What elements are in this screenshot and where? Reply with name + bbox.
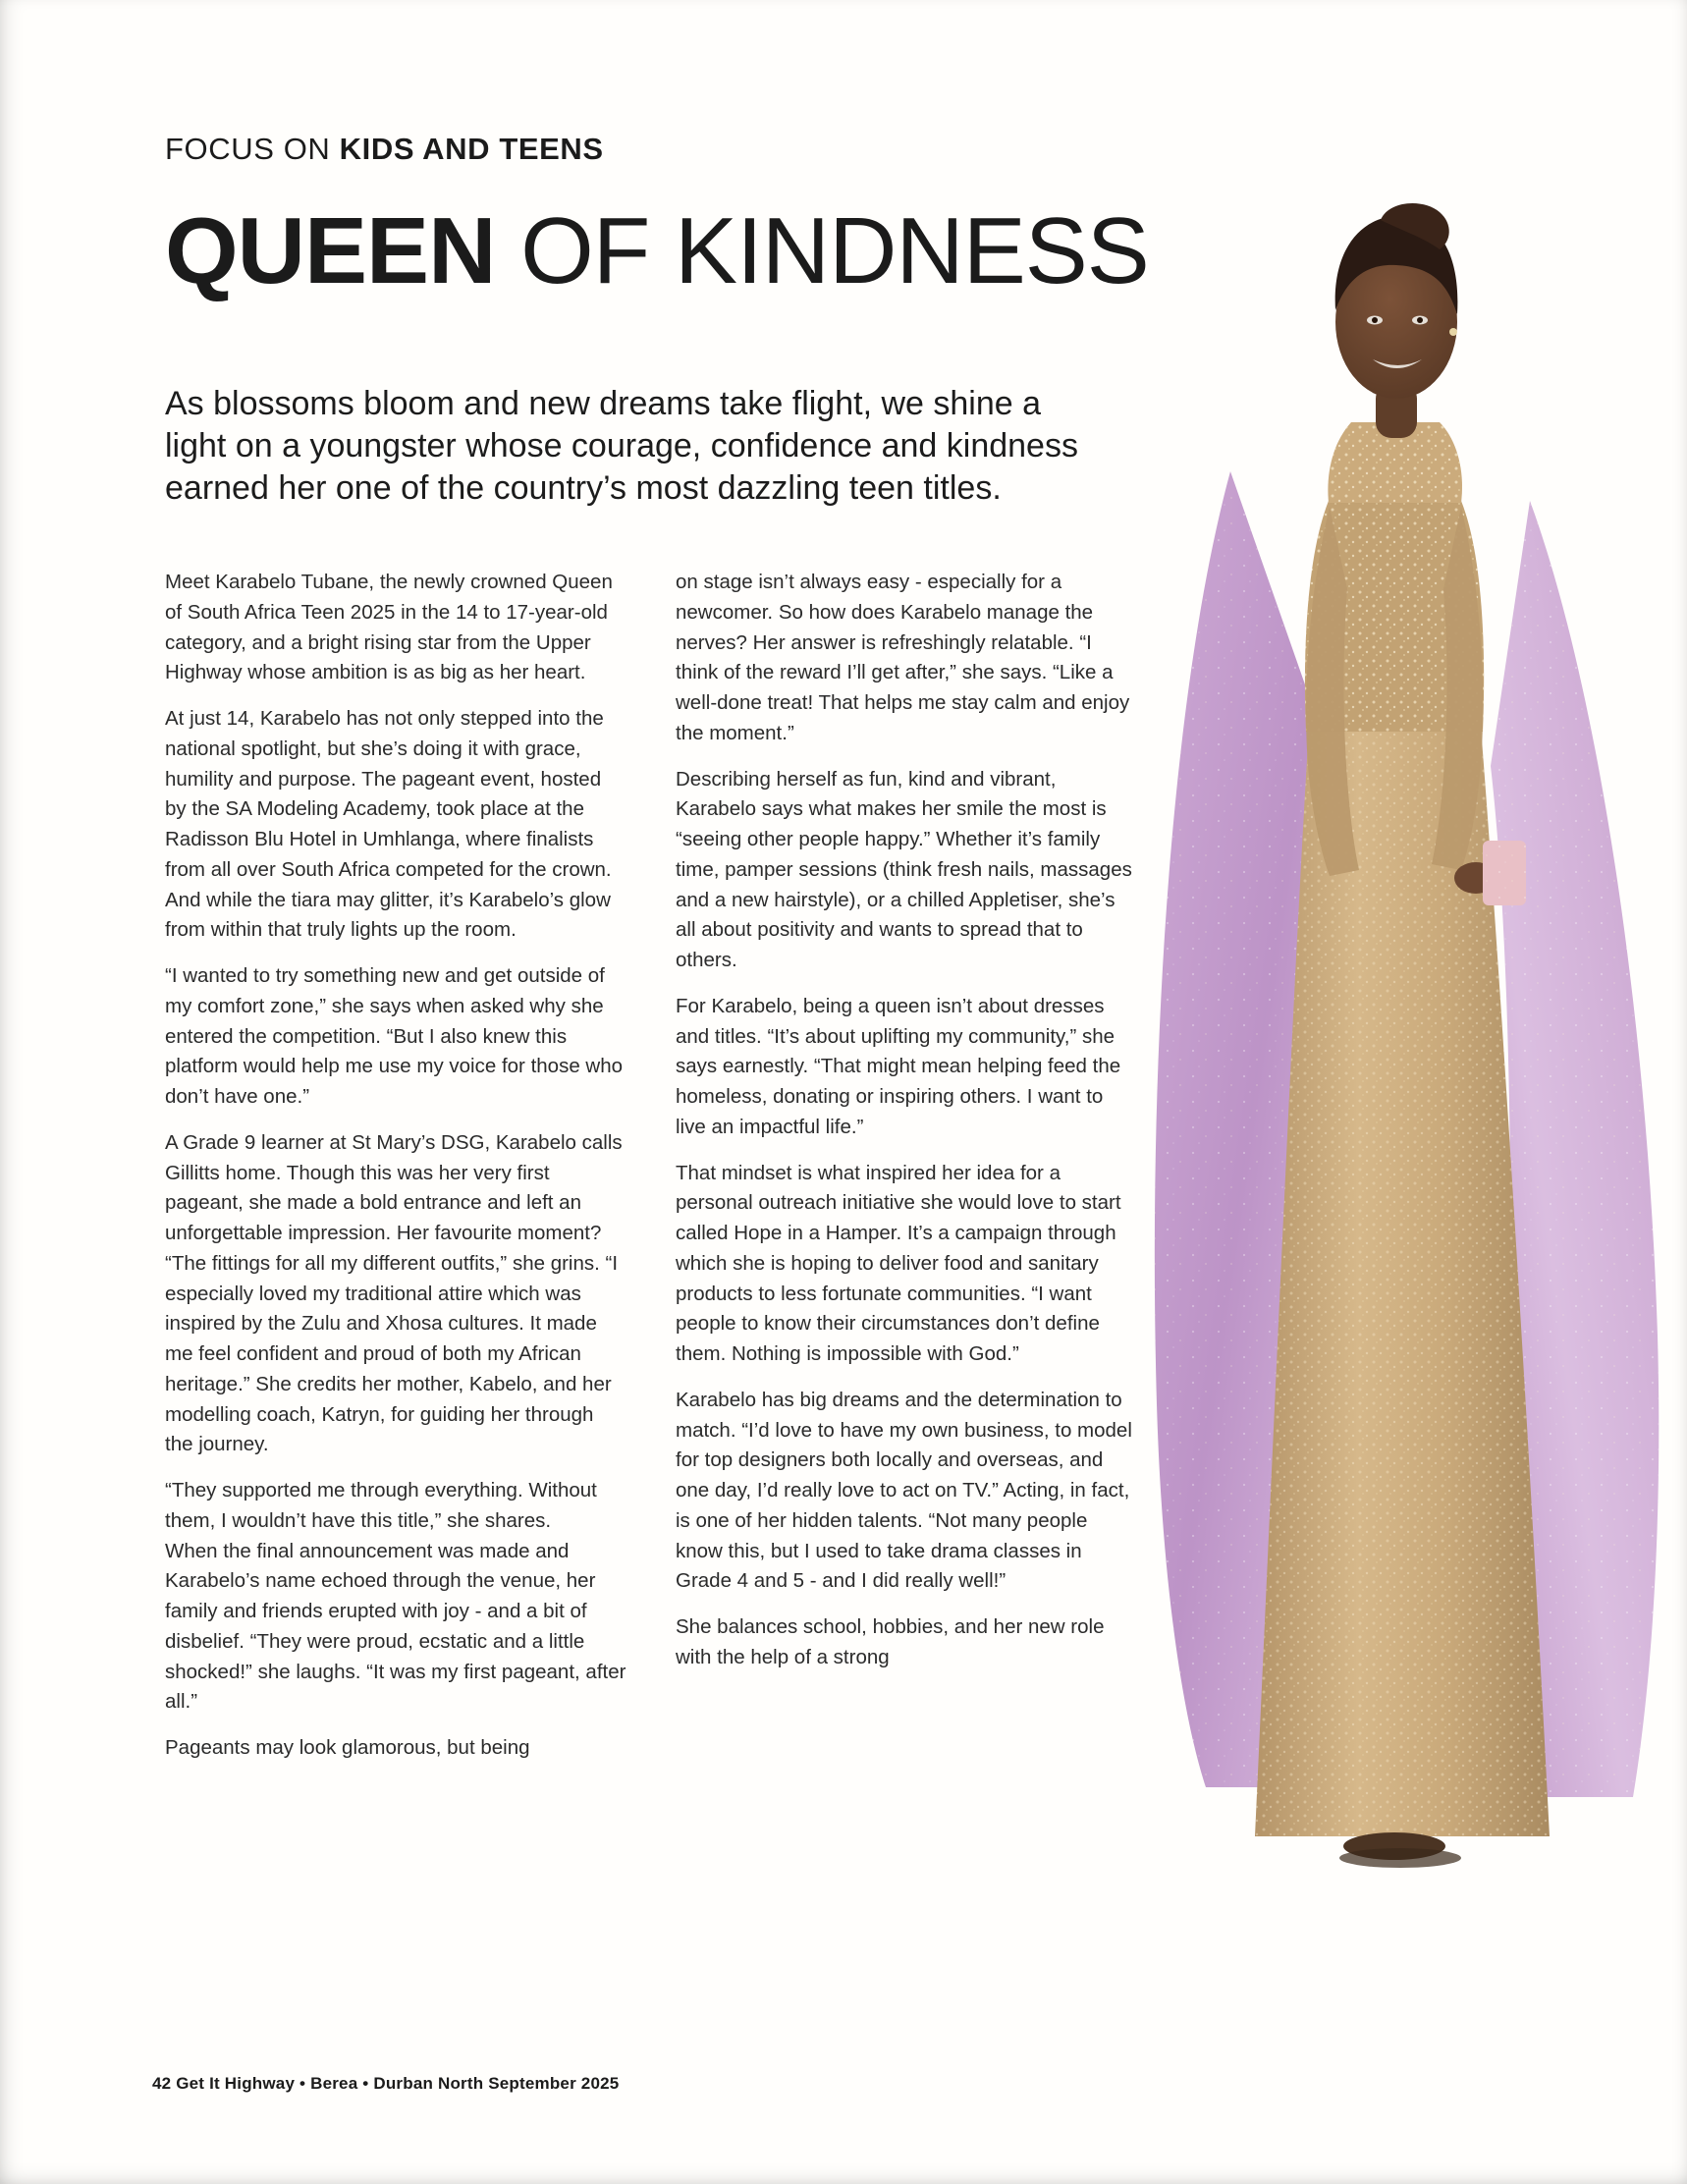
kicker-bold: KIDS AND TEENS xyxy=(339,132,604,166)
paragraph: That mindset is what inspired her idea for a personal outreach initiative she would love to start called Hope in a Hamper. It’s a campaign through which she is hoping to deliver food and sanitary products to less fortunate communities. “I want people to know their circumstances don’t define them. Nothing is impossible with God.” xyxy=(676,1161,1121,1365)
paragraph: When the final announcement was made and Karabelo’s name echoed through the venue, her family and friends erupted with joy - and a bit of disbelief. “They were proud, ecstatic and a little shocked!” she laughs. “It was my first pageant, after all.” xyxy=(165,1539,626,1714)
paragraph: “The fittings for all my different outfits,” she grins. “I especially loved my traditional attire which was inspired by the Zulu and Xhosa cultures. It made me feel confident and proud of both my African heritage.” She credits her mother, Kabelo, and her modelling coach, Katryn, for guiding her through the journey. xyxy=(165,1251,619,1456)
headline-rest: OF KINDNESS xyxy=(495,198,1149,303)
paragraph: She balances school, hobbies, and her new role with the help of a strong xyxy=(676,1615,1105,1668)
left-column xyxy=(165,568,626,1779)
paragraph: on stage isn’t always easy - especially for a newcomer. So how does Karabelo manage the nerves? Her answer is refreshingly relatable. “I think of the reward I’ll get after,” she says. “Like a well-done treat! That helps me stay calm and enjoy the moment.” xyxy=(676,571,1130,744)
paragraph: “They supported me through everything. Without them, I wouldn’t have this title,” she shares. xyxy=(165,1479,597,1532)
paragraph: Describing herself as fun, kind and vibrant, Karabelo says what makes her smile the most is “seeing other people happy.” Whether it’s family time, pamper sessions (think fresh nails, massages and a new hairstyle), or a chilled Appletiser, she’s all about positivity and wants to spread that to others. xyxy=(676,767,1132,971)
paragraph: A Grade 9 learner at St Mary’s DSG, Karabelo calls Gillitts home. Though this was her very first pageant, she made a bold entrance and left an unforgettable impression. Her favourite moment? xyxy=(165,1130,623,1244)
standfirst: As blossoms bloom and new dreams take flight, we shine a light on a youngster whose courage, confidence and kindness earned her one of the country’s most dazzling teen titles. xyxy=(165,385,1078,507)
paragraph: Meet Karabelo Tubane, the newly crowned Queen of South Africa Teen 2025 in the 14 to 17-year-old category, and a bright rising star from the Upper Highway whose ambition is as big as her heart. xyxy=(165,571,613,684)
paragraph: Pageants may look glamorous, but being xyxy=(165,1736,530,1759)
paragraph: “I wanted to try something new and get outside of my comfort zone,” she says when asked why she entered the competition. “But I also knew this platform would help me use my voice for those who don’t have one.” xyxy=(165,964,624,1108)
section-kicker xyxy=(165,132,604,167)
paragraph: At just 14, Karabelo has not only stepped into the national spotlight, but she’s doing it with grace, humility and purpose. The pageant event, hosted by the SA Modeling Academy, took place at the Radisson Blu Hotel in Umhlanga, where finalists from all over South Africa competed for the crown. And while the tiara may glitter, it’s Karabelo’s glow from within that truly lights up the room. xyxy=(165,707,612,942)
paragraph: Karabelo has big dreams and the determination to match. “I’d love to have my own business, to model for top designers both locally and overseas, and one day, I’d really love to act on TV.” Acting, in fact, is one of her hidden talents. “Not many people know this, but I used to take drama classes in Grade 4 and 5 - and I did really well!” xyxy=(676,1388,1132,1593)
right-column xyxy=(676,568,1137,1689)
headline-bold-word: QUEEN xyxy=(165,198,496,303)
photo-illustration xyxy=(1137,177,1687,2043)
page-title xyxy=(165,198,1149,303)
kicker-prefix: FOCUS ON xyxy=(165,132,340,166)
paragraph: For Karabelo, being a queen isn’t about dresses and titles. “It’s about uplifting my community,” she says earnestly. “That might mean helping feed the homeless, donating or inspiring others. I want to live an impactful life.” xyxy=(676,994,1121,1138)
feature-photo xyxy=(1137,177,1687,2043)
page-footer: 42 Get It Highway • Berea • Durban North September 2025 xyxy=(152,2074,620,2093)
